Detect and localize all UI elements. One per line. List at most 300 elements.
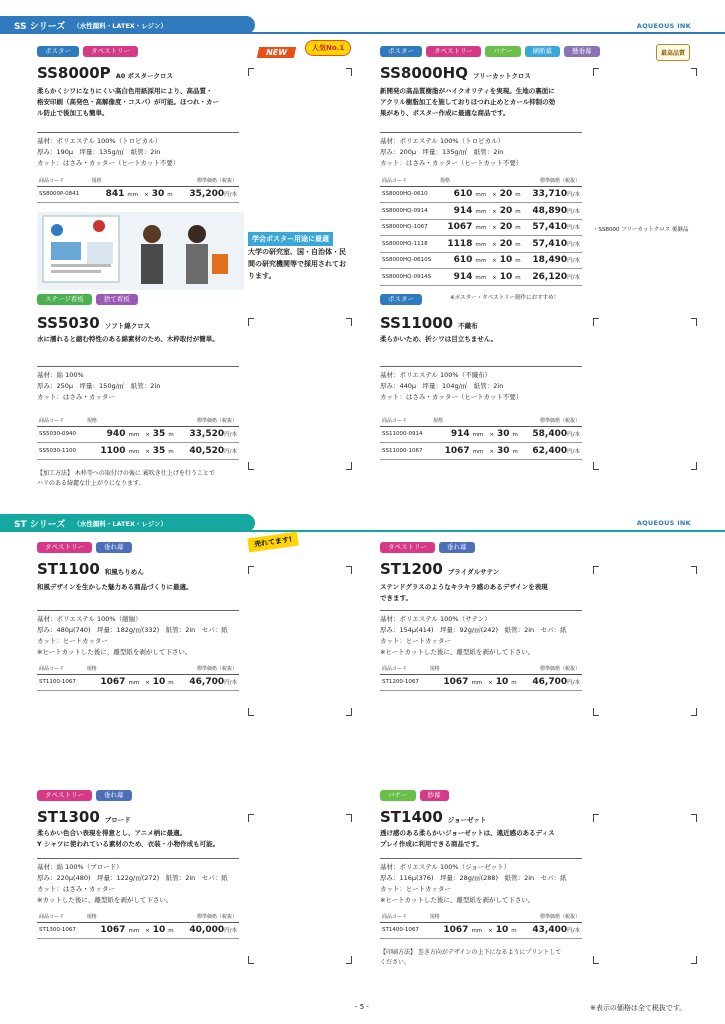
- table-row: [380, 186, 582, 203]
- price-table: [37, 416, 239, 460]
- unit-mm: mm: [475, 274, 487, 281]
- times-sign: ×: [488, 928, 493, 935]
- unit-mm: mm: [128, 448, 140, 455]
- spec-line: 基材：ポリエステル 100%（トロピカル）: [380, 137, 505, 145]
- tag-badge: バナー: [485, 46, 521, 57]
- note-line: ハリのある綺麗な仕上がりになります。: [37, 480, 145, 487]
- width-value: 1067: [100, 925, 126, 936]
- product-specs: [380, 858, 582, 906]
- price-value: 46,700: [189, 677, 225, 688]
- spec-line: 厚み：480μ(740) 坪量：182g/㎡(332) 紙管：2in セパ：紙: [37, 626, 228, 634]
- length-value: 30: [497, 445, 510, 456]
- length-value: 35: [152, 429, 166, 440]
- image-frame-corner: [691, 708, 697, 716]
- width-value: 1067: [443, 677, 469, 688]
- price-value: 46,700: [532, 677, 568, 688]
- unit-yen: 円/本: [567, 448, 580, 455]
- tag-badge: 垂れ幕: [96, 790, 132, 801]
- column-header: 標準価格（税抜）: [178, 176, 239, 186]
- price-value: 58,400: [532, 429, 568, 440]
- table-row: [37, 443, 239, 460]
- column-header: 商品コード: [37, 664, 85, 674]
- series-title: SS シリーズ: [14, 21, 66, 32]
- note-line: 【印刷方法】 巻き方向がデザインの上下になるようにプリントして: [380, 948, 562, 956]
- product-description: [380, 86, 585, 119]
- unit-mm: mm: [127, 192, 139, 199]
- callout-body: 大学の研究室、国・自治体・民間の研究機関等で採用されております。: [248, 248, 346, 280]
- width-value: 940: [106, 429, 126, 440]
- length-value: 10: [499, 271, 513, 282]
- description-line: 水に濡れると縮む特性のある綿素材のため、木枠取付が簡単。: [37, 335, 219, 343]
- table-header: [380, 176, 582, 186]
- column-header: 規格: [428, 664, 522, 674]
- note-line: 【加工方法】 木枠等への取付けの後に 霧吹き仕上げを行うことで: [37, 470, 215, 477]
- length-value: 20: [499, 205, 513, 216]
- tag-badge: バナー: [380, 790, 416, 801]
- product-size: [85, 674, 179, 691]
- column-header: 商品コード: [37, 176, 90, 186]
- product-specs: [380, 132, 582, 169]
- product-code: ST1400-1067: [380, 922, 428, 939]
- presentation-illustration: [37, 212, 244, 290]
- unit-m: m: [512, 432, 518, 439]
- description-line: できます。: [380, 594, 412, 602]
- length-value: 10: [152, 677, 166, 688]
- product-title: [380, 64, 531, 82]
- price-table: [37, 176, 239, 203]
- product-price: [178, 186, 239, 203]
- callout-box: [248, 232, 352, 282]
- product-subtitle: ブライダルサテン: [447, 568, 500, 576]
- table-row: [380, 252, 582, 269]
- image-frame-corner: [248, 462, 254, 470]
- width-value: 841: [105, 189, 125, 200]
- column-header: 規格: [431, 416, 523, 426]
- price-value: 43,400: [532, 925, 568, 936]
- no1-badge: 人気No.1: [305, 40, 351, 56]
- image-frame-corner: [248, 566, 254, 574]
- length-value: 35: [152, 445, 166, 456]
- price-value: 57,410: [532, 238, 568, 249]
- unit-yen: 円/本: [567, 208, 580, 215]
- length-value: 10: [152, 925, 166, 936]
- unit-yen: 円/本: [567, 192, 580, 199]
- table-row: [37, 186, 239, 203]
- description-line: アクリル樹脂加工を施しておりほつれ止めとカール抑制の効: [380, 98, 556, 106]
- product-code: SS8000HQ-0914S: [380, 269, 438, 286]
- product-tags: [37, 790, 132, 801]
- unit-mm: mm: [475, 225, 487, 232]
- product-tags: [37, 294, 138, 305]
- spec-line: カット：はさみ・カッター（ヒートカット不要）: [37, 159, 180, 167]
- table-row: [380, 236, 582, 253]
- unit-m: m: [168, 432, 174, 439]
- column-header: 商品コード: [37, 912, 85, 922]
- length-value: 10: [495, 925, 509, 936]
- image-frame-corner: [248, 318, 254, 326]
- product-tags: [37, 46, 138, 57]
- image-frame-corner: [593, 708, 599, 716]
- product-specs: [37, 610, 239, 658]
- product-price: [526, 219, 582, 236]
- product-price: [526, 252, 582, 269]
- spec-line: カット：ヒートカッター: [380, 885, 451, 893]
- product-title: [37, 314, 150, 332]
- product-code: ST1300-1067: [37, 922, 85, 939]
- product-code: ST1200-1067: [380, 674, 428, 691]
- description-line: 柔らかくシワになりにくい高白色用紙採用により、高品質・: [37, 87, 213, 95]
- table-row: [380, 443, 582, 460]
- spec-line: 基材：綿 100%（ブロード）: [37, 863, 123, 871]
- product-price: [179, 443, 239, 460]
- image-frame-corner: [248, 68, 254, 76]
- spec-line: ※ヒートカットした後に、離型紙を剥がして下さい。: [380, 896, 535, 904]
- image-frame-corner: [346, 68, 352, 76]
- product-size: [428, 674, 522, 691]
- description-line: プレイ作成に利用できる商品です。: [380, 840, 483, 848]
- unit-mm: mm: [128, 432, 140, 439]
- product-tags: [380, 790, 449, 801]
- length-value: 30: [151, 189, 165, 200]
- tag-badge: タペストリー: [37, 542, 92, 553]
- spec-line: 厚み：220μ(480) 坪量：122g/㎡(272) 紙管：2in セパ：紙: [37, 874, 228, 882]
- length-value: 20: [499, 238, 513, 249]
- unit-m: m: [167, 192, 173, 199]
- product-note: [37, 469, 242, 489]
- tag-badge: 紗幕: [420, 790, 449, 801]
- spec-line: カット：はさみ・カッター（ヒートカット不要）: [380, 393, 523, 401]
- product-code: ST1100-1067: [37, 674, 85, 691]
- product-size: [85, 426, 179, 443]
- table-row: [380, 674, 582, 691]
- description-line: 格安印刷（高発色・高解像度・コスパ）が可能。ほつれ・カー: [37, 98, 219, 106]
- product-description: [37, 582, 242, 593]
- unit-m: m: [515, 225, 521, 232]
- tag-badge: 懸垂幕: [564, 46, 600, 57]
- product-description: [37, 828, 242, 850]
- product-size: [438, 236, 526, 253]
- side-note: ・SS8000 フリーカットクロス 後継品: [593, 227, 689, 233]
- image-frame-corner: [593, 318, 599, 326]
- page-number: - 5 -: [355, 1003, 369, 1011]
- unit-m: m: [515, 208, 521, 215]
- tag-badge: タペストリー: [380, 542, 435, 553]
- spec-line: ※カットした後に、離型紙を剥がして下さい。: [37, 896, 173, 904]
- product-subtitle: フリーカットクロス: [473, 72, 531, 80]
- description-line: ル防止で後加工も簡単。: [37, 109, 109, 117]
- product-price: [179, 674, 239, 691]
- product-description: [37, 86, 242, 119]
- table-row: [37, 922, 239, 939]
- product-size: [438, 269, 526, 286]
- spec-line: 基材：綿 100%: [37, 371, 84, 379]
- times-sign: ×: [488, 680, 493, 687]
- column-header: 商品コード: [380, 664, 428, 674]
- price-table: [37, 664, 239, 691]
- best-quality-badge: 最高品質: [656, 44, 690, 61]
- product-title: [380, 808, 486, 826]
- times-sign: ×: [492, 192, 497, 199]
- column-header: 商品コード: [380, 416, 431, 426]
- spec-line: 厚み：200μ 坪量：135g/㎡ 紙管：2in: [380, 148, 504, 156]
- product-size: [438, 203, 526, 220]
- spec-line: 基材：ポリエステル 100%（サテン）: [380, 615, 491, 623]
- unit-yen: 円/本: [567, 241, 580, 248]
- column-header: 標準価格（税抜）: [179, 912, 239, 922]
- times-sign: ×: [492, 241, 497, 248]
- table-row: [380, 922, 582, 939]
- price-value: 35,200: [189, 189, 225, 200]
- product-tags: [380, 542, 475, 553]
- divider: [0, 32, 725, 34]
- spec-line: ※ヒートカットした後に、離型紙を剥がして下さい。: [37, 648, 192, 656]
- image-frame-corner: [248, 956, 254, 964]
- unit-mm: mm: [475, 241, 487, 248]
- column-header: 規格: [90, 176, 178, 186]
- series-subtitle: （水性顔料・LATEX・レジン）: [73, 519, 168, 528]
- table-header: [37, 176, 239, 186]
- times-sign: ×: [145, 448, 150, 455]
- unit-mm: mm: [128, 680, 140, 687]
- product-specs: [37, 366, 239, 403]
- spec-line: カット：ヒートカッター: [37, 637, 108, 645]
- column-header: 標準価格（税抜）: [179, 416, 239, 426]
- unit-m: m: [512, 448, 518, 455]
- spec-line: 基材：ポリエステル 100%（ジョーゼット）: [380, 863, 511, 871]
- price-value: 18,490: [532, 255, 568, 266]
- width-value: 1067: [100, 677, 126, 688]
- unit-mm: mm: [475, 192, 487, 199]
- product-price: [522, 674, 582, 691]
- product-code-name: SS8000HQ: [380, 64, 468, 82]
- description-line: 和風デザインを生かした魅力ある商品づくりに最適。: [37, 583, 193, 591]
- image-frame-corner: [593, 956, 599, 964]
- tag-badge: タペストリー: [83, 46, 138, 57]
- unit-yen: 円/本: [567, 225, 580, 232]
- unit-yen: 円/本: [224, 928, 237, 935]
- product-price: [526, 236, 582, 253]
- price-value: 40,520: [189, 445, 225, 456]
- product-size: [438, 219, 526, 236]
- unit-mm: mm: [475, 208, 487, 215]
- product-size: [85, 922, 179, 939]
- table-row: [380, 203, 582, 220]
- column-header: 標準価格（税抜）: [179, 664, 239, 674]
- length-value: 10: [499, 255, 513, 266]
- product-code: SS8000HQ-0610: [380, 186, 438, 203]
- tag-badge: ポスター: [380, 294, 422, 305]
- tag-badge: 垂れ幕: [439, 542, 475, 553]
- series-title: ST シリーズ: [14, 519, 66, 530]
- tag-badge: タペストリー: [37, 790, 92, 801]
- product-subtitle: 不織布: [458, 322, 478, 330]
- tag-badge: 捨て看板: [96, 294, 138, 305]
- column-header: 商品コード: [37, 416, 85, 426]
- unit-mm: mm: [472, 448, 484, 455]
- product-description: [37, 334, 242, 345]
- column-header: 規格: [85, 912, 179, 922]
- image-frame-corner: [593, 814, 599, 822]
- length-value: 30: [497, 429, 510, 440]
- image-frame-corner: [346, 318, 352, 326]
- product-code-name: SS11000: [380, 314, 454, 332]
- unit-yen: 円/本: [567, 928, 580, 935]
- price-table: [380, 416, 582, 460]
- product-code: SS8000HQ-1118: [380, 236, 438, 253]
- unit-m: m: [511, 680, 517, 687]
- column-header: 規格: [428, 912, 522, 922]
- product-tags: [37, 542, 132, 553]
- product-price: [522, 922, 582, 939]
- unit-yen: 円/本: [567, 274, 580, 281]
- column-header: 規格: [438, 176, 526, 186]
- price-value: 62,400: [532, 445, 568, 456]
- tag-badge: 横断幕: [525, 46, 561, 57]
- table-row: [37, 426, 239, 443]
- tag-badge: ステージ看板: [37, 294, 92, 305]
- unit-mm: mm: [128, 928, 140, 935]
- product-title: [380, 314, 478, 332]
- table-header: [37, 912, 239, 922]
- new-badge: NEW: [257, 47, 296, 58]
- unit-m: m: [168, 448, 174, 455]
- product-size: [438, 252, 526, 269]
- image-frame-corner: [691, 566, 697, 574]
- product-code-name: SS8000P: [37, 64, 111, 82]
- table-header: [380, 912, 582, 922]
- product-size: [431, 443, 523, 460]
- times-sign: ×: [492, 274, 497, 281]
- length-value: 20: [499, 222, 513, 233]
- product-code-name: ST1300: [37, 808, 100, 826]
- product-code: SS11000-1067: [380, 443, 431, 460]
- times-sign: ×: [145, 432, 150, 439]
- length-value: 10: [495, 677, 509, 688]
- unit-mm: mm: [471, 680, 483, 687]
- description-line: 新開発の高品質樹脂がハイクオリティを実現。生地の裏面に: [380, 87, 555, 95]
- unit-yen: 円/本: [567, 258, 580, 265]
- price-table: [380, 912, 582, 939]
- product-price: [526, 186, 582, 203]
- table-header: [37, 416, 239, 426]
- product-size: [90, 186, 178, 203]
- selling-badge: 売れてます!: [247, 532, 299, 553]
- price-table: [37, 912, 239, 939]
- image-frame-corner: [248, 814, 254, 822]
- product-tags: [380, 294, 422, 305]
- times-sign: ×: [492, 208, 497, 215]
- width-value: 1100: [100, 445, 126, 456]
- divider: [0, 530, 725, 532]
- unit-yen: 円/本: [224, 680, 237, 687]
- column-header: 標準価格（税抜）: [522, 664, 582, 674]
- unit-m: m: [511, 928, 517, 935]
- table-row: [380, 269, 582, 286]
- product-title: [37, 808, 131, 826]
- image-frame-corner: [691, 318, 697, 326]
- series-subtitle: （水性顔料・LATEX・レジン）: [73, 21, 167, 30]
- product-subtitle: ブロード: [104, 816, 131, 824]
- times-sign: ×: [489, 448, 494, 455]
- spec-line: カット：はさみ・カッター: [37, 885, 115, 893]
- product-price: [526, 203, 582, 220]
- product-code: SS8000HQ-1067: [380, 219, 438, 236]
- note-line: ください。: [380, 958, 411, 966]
- column-header: 規格: [85, 664, 179, 674]
- table-header: [37, 664, 239, 674]
- description-line: Y シャツに使われている素材のため、衣装・小物作成も可能。: [37, 840, 220, 848]
- spec-line: カット：はさみ・カッター: [37, 393, 115, 401]
- table-row: [37, 674, 239, 691]
- unit-yen: 円/本: [224, 432, 237, 439]
- column-header: 標準価格（税抜）: [522, 912, 582, 922]
- column-header: 標準価格（税抜）: [526, 176, 582, 186]
- product-size: [85, 443, 179, 460]
- product-price: [523, 426, 582, 443]
- price-value: 57,410: [532, 222, 568, 233]
- image-frame-corner: [346, 566, 352, 574]
- tag-badge: ポスター: [37, 46, 79, 57]
- width-value: 914: [453, 271, 473, 282]
- image-frame-corner: [346, 956, 352, 964]
- product-specs: [37, 858, 239, 906]
- image-frame-corner: [248, 708, 254, 716]
- description-line: 果があり、ポスター作成に最適な商品です。: [380, 109, 510, 117]
- times-sign: ×: [492, 258, 497, 265]
- description-line: ステンドグラスのようなキラキラ感のあるデザインを表現: [380, 583, 548, 591]
- callout-heading: 学会ポスター用途に最適: [248, 232, 333, 246]
- product-price: [526, 269, 582, 286]
- description-line: 柔らかいため、折シワは目立ちません。: [380, 335, 498, 343]
- image-frame-corner: [691, 462, 697, 470]
- spec-line: 厚み：154μ(414) 坪量：92g/㎡(242) 紙管：2in セパ：紙: [380, 626, 567, 634]
- price-value: 33,710: [532, 189, 568, 200]
- description-line: 柔らかい色合い表現を得意とし、アニメ柄に最適。: [37, 829, 187, 837]
- image-frame-corner: [346, 462, 352, 470]
- width-value: 610: [453, 255, 473, 266]
- price-table: [380, 664, 582, 691]
- spec-line: 基材：ポリエステル 100%（トロピカル）: [37, 137, 162, 145]
- unit-yen: 円/本: [567, 432, 580, 439]
- unit-yen: 円/本: [567, 680, 580, 687]
- tag-badge: ポスター: [380, 46, 422, 57]
- tag-badge: 垂れ幕: [96, 542, 132, 553]
- product-description: [380, 828, 585, 850]
- image-frame-corner: [593, 462, 599, 470]
- price-value: 26,120: [532, 271, 568, 282]
- product-tags: [380, 46, 600, 57]
- table-header: [380, 664, 582, 674]
- width-value: 914: [450, 429, 470, 440]
- spec-line: 基材：ポリエステル 100%（不織布）: [380, 371, 492, 379]
- tax-note: ※表示の価格は全て税抜です。: [590, 1004, 687, 1012]
- description-line: 透け感のある柔らかいジョーゼットは、遠近感のあるディス: [380, 829, 555, 837]
- unit-m: m: [168, 680, 174, 687]
- unit-mm: mm: [471, 928, 483, 935]
- spec-line: カット：はさみ・カッター（ヒートカット不要）: [380, 159, 523, 167]
- unit-mm: mm: [472, 432, 484, 439]
- unit-m: m: [515, 258, 521, 265]
- product-code: SS8000P-0841: [37, 186, 90, 203]
- product-title: [380, 560, 499, 578]
- unit-mm: mm: [475, 258, 487, 265]
- product-subtitle: ジョーゼット: [447, 816, 487, 824]
- times-sign: ×: [145, 680, 150, 687]
- spec-line: 厚み：250μ 坪量：150g/㎡ 紙管：2in: [37, 382, 161, 390]
- product-code: SS8000HQ-0914: [380, 203, 438, 220]
- length-value: 20: [499, 189, 513, 200]
- unit-m: m: [515, 241, 521, 248]
